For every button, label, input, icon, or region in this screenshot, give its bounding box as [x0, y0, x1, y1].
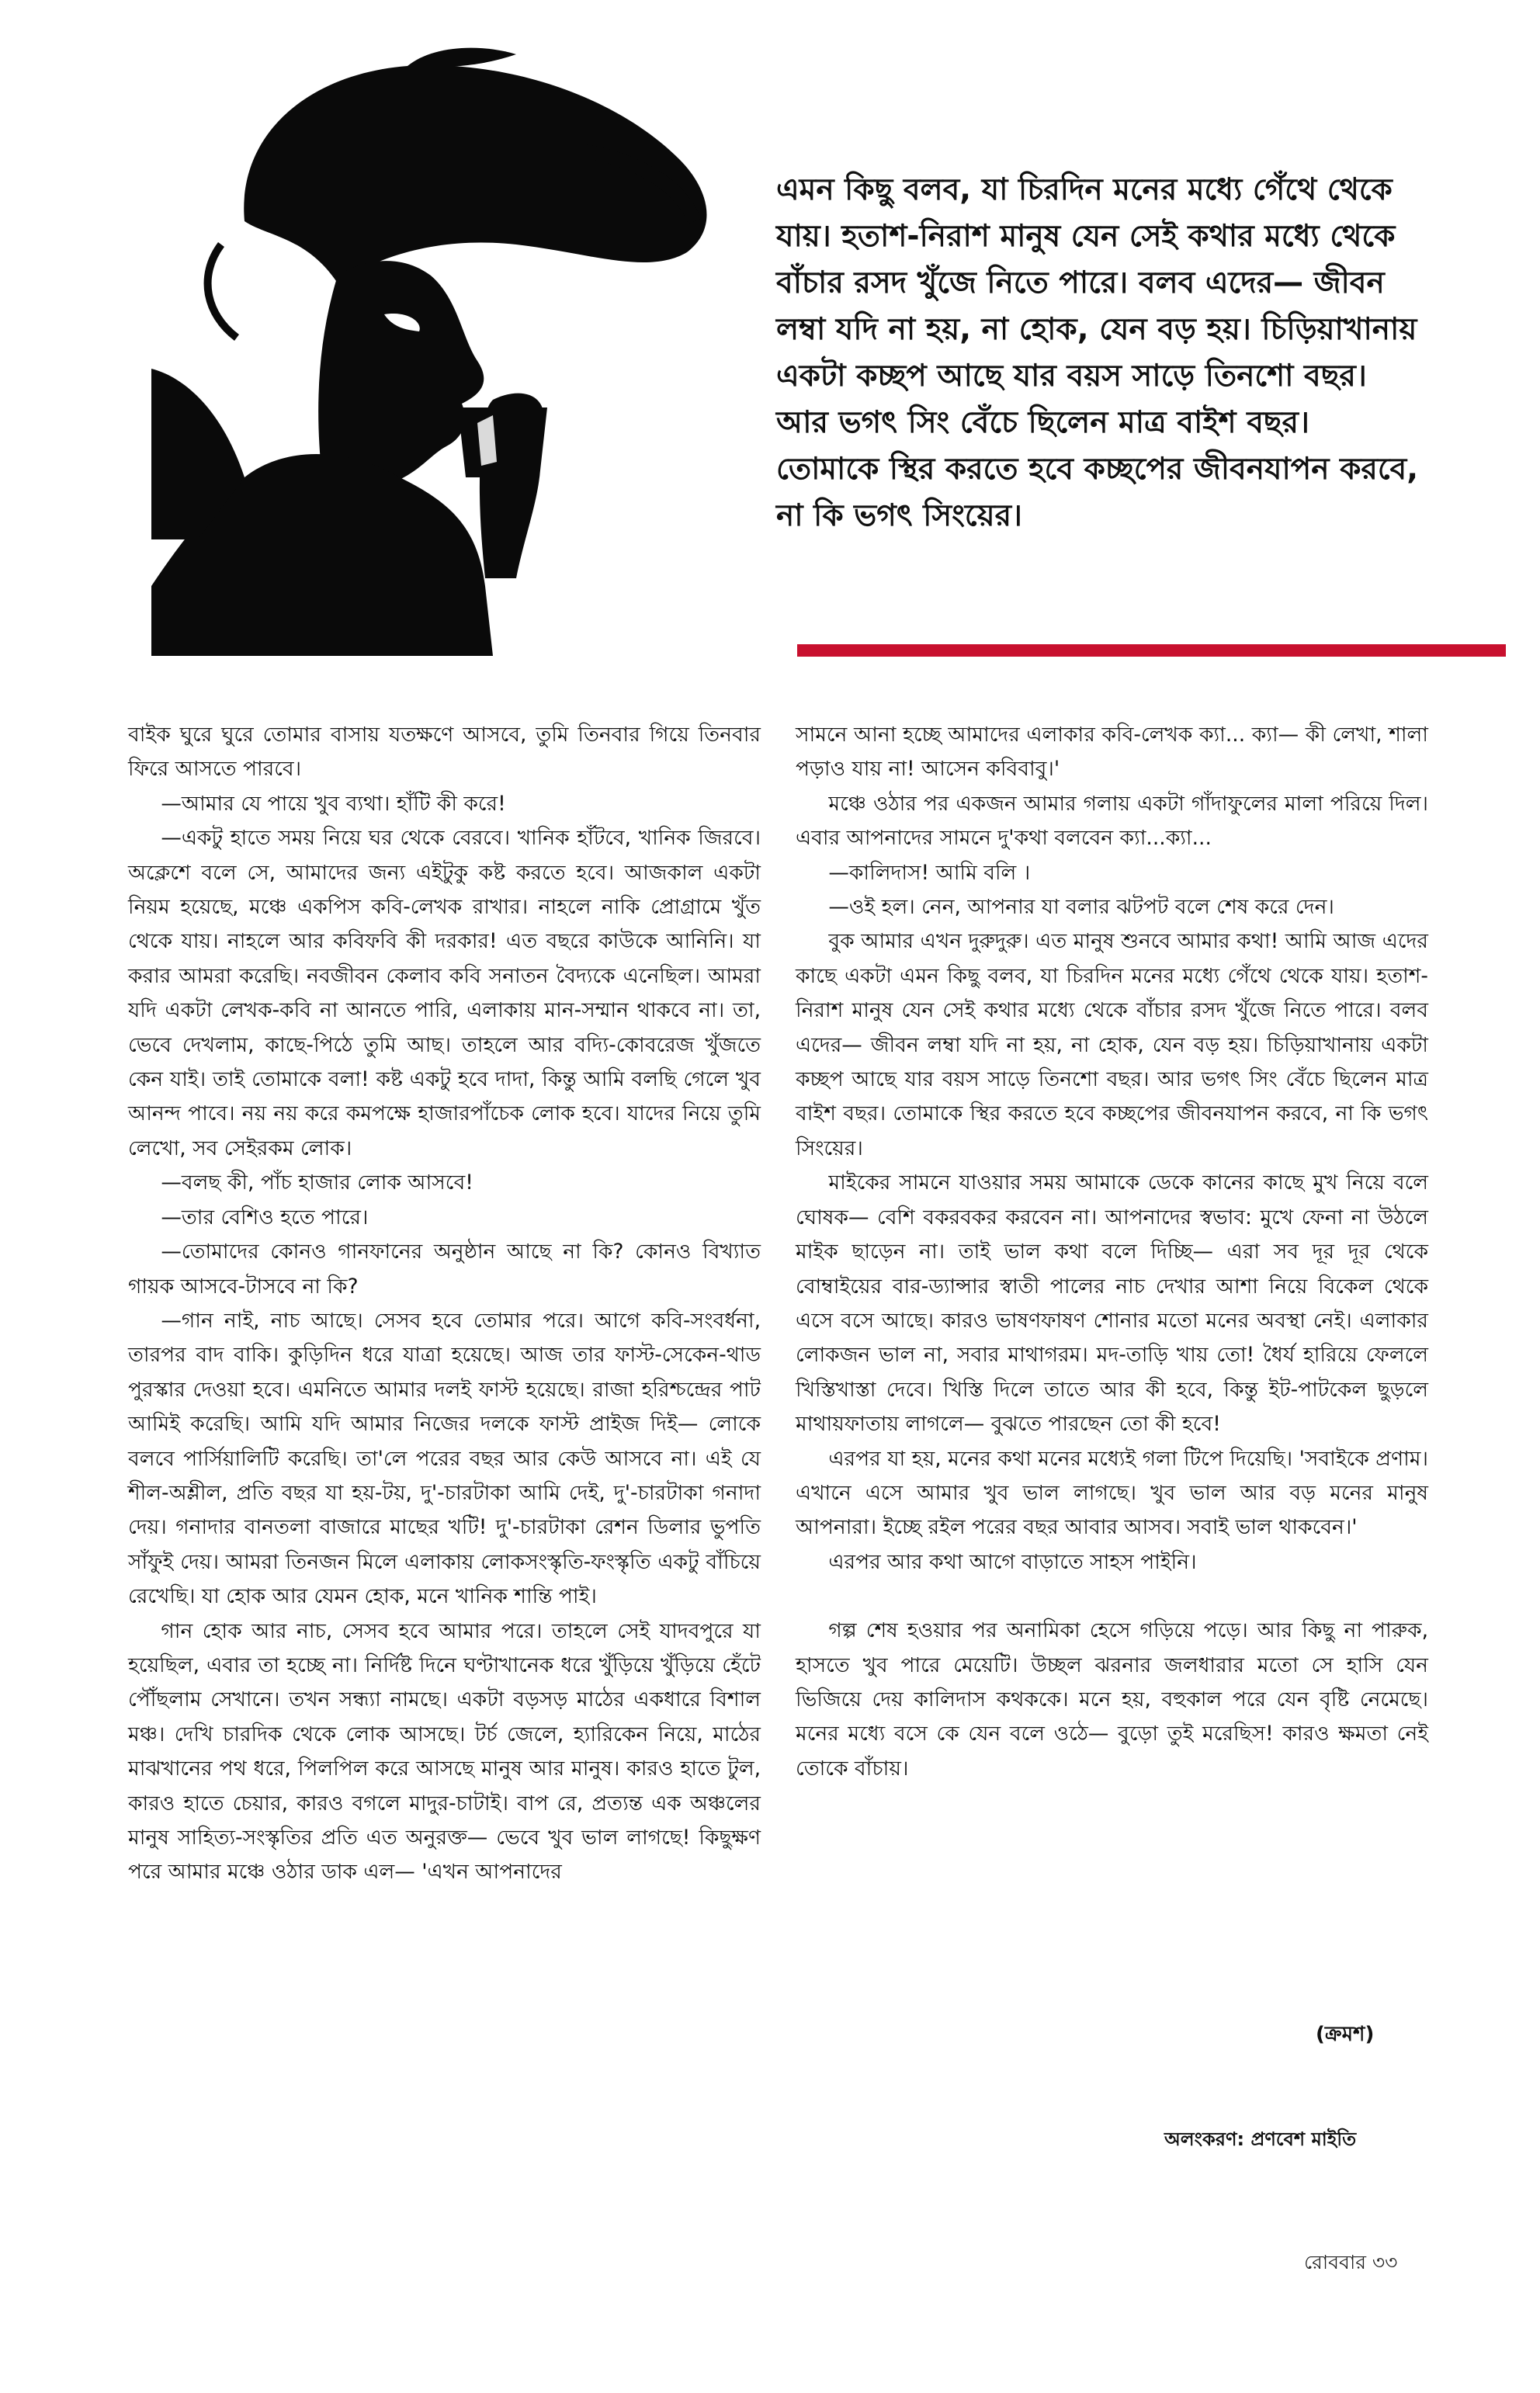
paragraph: গল্প শেষ হওয়ার পর অনামিকা হেসে গড়িয়ে পড়ে। আর কিছু না পারুক, হাসতে খুব পারে মেয়েটি। উচ্ছল ঝরনার জলধারার মতো সে হাসি যেন ভিজিয়ে দেয় কালিদাস কথককে। মনে হয়, বহুকাল পরে যেন বৃষ্টি নেমেছে। মনের মধ্যে বসে কে যেন বলে ওঠে— বুড়ো তুই মরেছিস! কারও ক্ষমতা নেই তোকে বাঁচায়।	[796, 1618, 1428, 1781]
paragraph: —আমার যে পায়ে খুব ব্যথা। হাঁটি কী করে!	[161, 791, 506, 816]
paragraph: —একটু হাতে সময় নিয়ে ঘর থেকে বেরবে। খানিক হাঁটবে, খানিক জিরবে। অক্লেশে বলে সে, আমাদের জন্য এইটুকু কষ্ট করতে হবে। আজকাল একটা নিয়ম হয়েছে, মঞ্চে একপিস কবি-লেখক রাখার। নাহলে নাকি প্রোগ্রামে খুঁত থেকে যায়। নাহলে আর কবিফবি কী দরকার! এত বছরে কাউকে আনিনি। যা করার আমরা করেছি। নবজীবন কেলাব কবি সনাতন বৈদ্যকে এনেছিল। আমরা যদি একটা লেখক-কবি না আনতে পারি, এলাকায় মান-সম্মান থাকবে না। তা, ভেবে দেখলাম, কাছে-পিঠে তুমি আছ। তাহলে আর বদ্যি-কোবরেজ খুঁজতে কেন যাই। তাই তোমাকে বলা! কষ্ট একটু হবে দাদা, কিন্তু আমি বলছি গেলে খুব আনন্দ পাবে। নয় নয় করে কমপক্ষে হাজারপাঁচেক লোক হবে। যাদের নিয়ে তুমি লেখো, সব সেইরকম লোক।	[128, 826, 761, 1160]
paragraph: বুক আমার এখন দুরুদুরু। এত মানুষ শুনবে আমার কথা! আমি আজ এদের কাছে একটা এমন কিছু বলব, যা চিরদিন মনের মধ্যে গেঁথে থেকে যায়। হতাশ-নিরাশ মানুষ যেন সেই কথার মধ্যে থেকে বাঁচার রসদ খুঁজে নিতে পারে। বলব এদের— জীবন লম্বা যদি না হয়, না হোক, যেন বড় হয়। চিড়িয়াখানায় একটা কচ্ছপ আছে যার বয়স সাড়ে তিনশো বছর। আর ভগৎ সিং বেঁচে ছিলেন মাত্র বাইশ বছর। তোমাকে স্থির করতে হবে কচ্ছপের জীবনযাপন করবে, না কি ভগৎ সিংয়ের।	[796, 929, 1428, 1160]
paragraph: —তোমাদের কোনও গানফানের অনুষ্ঠান আছে না কি? কোনও বিখ্যাত গায়ক আসবে-টাসবে না কি?	[128, 1240, 761, 1299]
paragraph: —ওই হল। নেন, আপনার যা বলার ঝটপট বলে শেষ করে দেন।	[828, 895, 1334, 920]
page-folio: রোববার ৩৩	[1304, 2251, 1398, 2273]
paragraph: সামনে আনা হচ্ছে আমাদের এলাকার কবি-লেখক ক্যা... ক্যা— কী লেখা, শালা পড়াও যায় না! আসেন কবিবাবু।'	[796, 723, 1428, 782]
silhouette-drinking-figure	[151, 43, 776, 656]
pull-quote: এমন কিছু বলব, যা চিরদিন মনের মধ্যে গেঁথে থেকে যায়। হতাশ-নিরাশ মানুষ যেন সেই কথার মধ্যে থেকে বাঁচার রসদ খুঁজে নিতে পারে। বলব এদের— জীবন লম্বা যদি না হয়, না হোক, যেন বড় হয়। চিড়িয়াখানায় একটা কচ্ছপ আছে যার বয়স সাড়ে তিনশো বছর। আর ভগৎ সিং বেঁচে ছিলেন মাত্র বাইশ বছর। তোমাকে স্থির করতে হবে কচ্ছপের জীবনযাপন করবে, না কি ভগৎ সিংয়ের।	[776, 172, 1419, 533]
paragraph: গান হোক আর নাচ, সেসব হবে আমার পরে। তাহলে সেই যাদবপুরে যা হয়েছিল, এবার তা হচ্ছে না। নির্দিষ্ট দিনে ঘণ্টাখানেক ধরে খুঁড়িয়ে খুঁড়িয়ে হেঁটে পৌঁছলাম সেখানে। তখন সন্ধ্যা নামছে। একটা বড়সড় মাঠের একধারে বিশাল মঞ্চ। দেখি চারদিক থেকে লোক আসছে। টর্চ জেলে, হ্যারিকেন নিয়ে, মাঠের মাঝখানের পথ ধরে, পিলপিল করে আসছে মানুষ আর মানুষ। কারও হাতে টুল, কারও হাতে চেয়ার, কারও বগলে মাদুর-চাটাই। বাপ রে, প্রত্যন্ত এক অঞ্চলের মানুষ সাহিত্য-সংস্কৃতির প্রতি এত অনুরক্ত— ভেবে খুব ভাল লাগছে! কিছুক্ষণ পরে আমার মঞ্চে ওঠার ডাক এল— 'এখন আপনাদের	[128, 1618, 761, 1885]
left-column	[128, 718, 761, 1890]
illustration	[151, 43, 776, 656]
paragraph: মঞ্চে ওঠার পর একজন আমার গলায় একটা গাঁদাফুলের মালা পরিয়ে দিল। এবার আপনাদের সামনে দু'কথা বলবেন ক্যা...ক্যা...	[796, 791, 1428, 851]
paragraph: —কালিদাস! আমি বলি ।	[828, 860, 1031, 885]
paragraph: এরপর আর কথা আগে বাড়াতে সাহস পাইনি।	[828, 1549, 1197, 1574]
paragraph: —তার বেশিও হতে পারে।	[161, 1205, 369, 1229]
paragraph: মাইকের সামনে যাওয়ার সময় আমাকে ডেকে কানের কাছে মুখ নিয়ে বলে ঘোষক— বেশি বকরবকর করবেন না। আপনাদের স্বভাব: মুখে ফেনা না উঠলে মাইক ছাড়েন না। তাই ভাল কথা বলে দিচ্ছি— এরা সব দূর দূর থেকে বোম্বাইয়ের বার-ড্যান্সার স্বাতী পালের নাচ দেখার আশা নিয়ে বিকেল থেকে এসে বসে আছে। কারও ভাষণফাষণ শোনার মতো মনের অবস্থা নেই। এলাকার লোকজন ভাল না, সবার মাথাগরম। মদ-তাড়ি খায় তো! ধৈর্য হারিয়ে ফেললে খিস্তিখাস্তা দেবে। খিস্তি দিলে তাতে আর কী হবে, কিন্তু ইট-পাটকেল ছুড়লে মাথায়ফাতায় লাগলে— বুঝতে পারছেন তো কী হবে!	[796, 1170, 1428, 1437]
paragraph: এরপর যা হয়, মনের কথা মনের মধ্যেই গলা টিপে দিয়েছি। 'সবাইকে প্রণাম। এখানে এসে আমার খুব ভাল লাগছে। খুব ভাল আর বড় মনের মানুষ আপনারা। ইচ্ছে রইল পরের বছর আবার আসব। সবাই ভাল থাকবেন।'	[796, 1446, 1428, 1540]
paragraph: —বলছ কী, পাঁচ হাজার লোক আসবে!	[161, 1170, 473, 1195]
to-be-continued-note: (ক্রমশ)	[1316, 2023, 1375, 2046]
accent-divider	[797, 644, 1506, 657]
paragraph: —গান নাই, নাচ আছে। সেসব হবে তোমার পরে। আগে কবি-সংবর্ধনা, তারপর বাদ বাকি। কুড়িদিন ধরে যাত্রা হয়েছে। আজ তার ফাস্ট-সেকেন-থাড পুরস্কার দেওয়া হবে। এমনিতে আমার দলই ফাস্ট হয়েছে। রাজা হরিশ্চন্দ্রের পাট আমিই করেছি। আমি যদি আমার নিজের দলকে ফাস্ট প্রাইজ দিই— লোকে বলবে পার্সিয়ালিটি করেছি। তা'লে পরের বছর আর কেউ আসবে না। এই যে শীল-অশ্লীল, প্রতি বছর যা হয়-টয়, দু'-চারটাকা আমি দেই, দু'-চারটাকা গনাদা দেয়। গনাদার বানতলা বাজারে মাছের খটি! দু'-চারটাকা রেশন ডিলার ভুপতি সাঁফুই দেয়। আমরা তিনজন মিলে এলাকায় লোকসংস্কৃতি-ফংস্কৃতি একটু বাঁচিয়ে রেখেছি। যা হোক আর যেমন হোক, মনে খানিক শান্তি পাই।	[128, 1308, 761, 1609]
right-column	[796, 718, 1428, 1786]
illustration-credit: অলংকরণ: প্রণবেশ মাইতি	[1164, 2128, 1357, 2150]
paragraph: বাইক ঘুরে ঘুরে তোমার বাসায় যতক্ষণে আসবে, তুমি তিনবার গিয়ে তিনবার ফিরে আসতে পারবে।	[128, 723, 761, 782]
